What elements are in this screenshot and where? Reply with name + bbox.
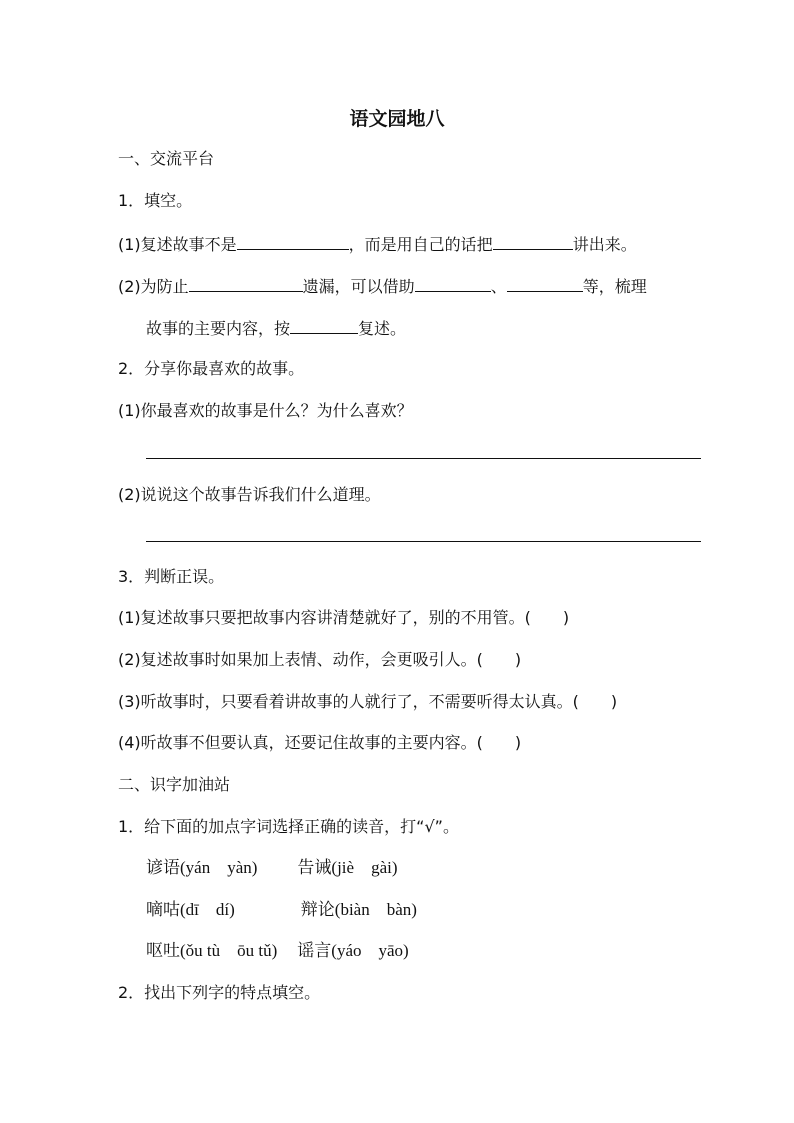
question-fill-blank-1	[118, 232, 637, 256]
text: 等，梳理	[582, 277, 647, 296]
answer-line[interactable]	[146, 458, 701, 459]
answer-line[interactable]	[146, 541, 701, 542]
pronunciation-item[interactable]: 谣言(yáo yāo)	[297, 941, 409, 960]
question-fill-blank-2-cont	[146, 316, 406, 340]
question-share-2: (2)说说这个故事告诉我们什么道理。	[118, 485, 381, 504]
pronunciation-item[interactable]: 辩论(biàn bàn)	[300, 900, 417, 919]
text: (1)复述故事不是	[118, 235, 237, 254]
pronunciation-item[interactable]: 呕吐(ǒu tù ōu tǔ)	[146, 941, 278, 960]
section-heading-literacy: 二、识字加油站	[118, 775, 231, 794]
page-title: 语文园地八	[349, 108, 445, 130]
question-judge-1: (1)复述故事只要把故事内容讲清楚就好了，别的不用管。( )	[118, 608, 570, 627]
pronunciation-item[interactable]: 谚语(yán yàn)	[146, 858, 258, 877]
question-character-label: 2．找出下列字的特点填空。	[118, 983, 321, 1002]
pronunciation-item[interactable]: 嘀咕(dī dí)	[146, 900, 235, 919]
pronunciation-row-1	[146, 857, 398, 879]
answer-blank[interactable]	[507, 274, 583, 292]
answer-blank[interactable]	[415, 274, 491, 292]
text: 、	[490, 277, 507, 296]
text: 故事的主要内容，按	[146, 319, 291, 338]
question-fill-blank-label: 1．填空。	[118, 191, 193, 210]
answer-blank[interactable]	[237, 232, 349, 250]
question-judge-label: 3．判断正误。	[118, 567, 225, 586]
text: ，而是用自己的话把	[348, 235, 493, 254]
text: 讲出来。	[572, 235, 637, 254]
question-judge-3: (3)听故事时，只要看着讲故事的人就行了，不需要听得太认真。( )	[118, 692, 618, 711]
pronunciation-row-3	[146, 940, 409, 962]
text: 遗漏，可以借助	[302, 277, 415, 296]
answer-blank[interactable]	[290, 316, 358, 334]
question-judge-2: (2)复述故事时如果加上表情、动作，会更吸引人。( )	[118, 650, 522, 669]
section-heading-exchange: 一、交流平台	[118, 149, 215, 168]
question-pronunciation-label: 1．给下面的加点字词选择正确的读音，打“√”。	[118, 817, 459, 836]
answer-blank[interactable]	[189, 274, 303, 292]
question-fill-blank-2	[118, 274, 647, 298]
question-judge-4: (4)听故事不但要认真，还要记住故事的主要内容。( )	[118, 733, 522, 752]
pronunciation-row-2	[146, 899, 417, 921]
text: 复述。	[358, 319, 407, 338]
question-share-label: 2．分享你最喜欢的故事。	[118, 359, 305, 378]
pronunciation-item[interactable]: 告诫(jiè gài)	[297, 858, 398, 877]
text: (2)为防止	[118, 277, 189, 296]
question-share-1: (1)你最喜欢的故事是什么？为什么喜欢？	[118, 401, 413, 420]
answer-blank[interactable]	[493, 232, 573, 250]
